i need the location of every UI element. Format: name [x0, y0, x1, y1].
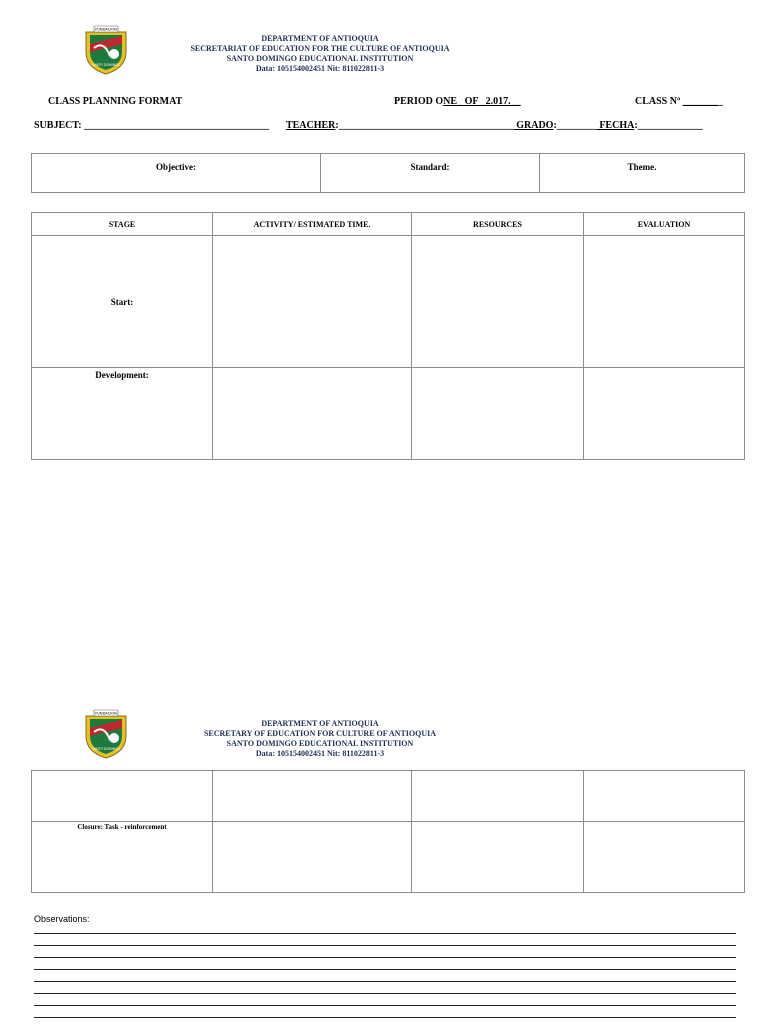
- header-evaluation: EVALUATION: [584, 213, 745, 236]
- table-header-row: [32, 213, 745, 236]
- crest-motto-text: SANTO DOMINGO: [91, 63, 121, 67]
- closure-evaluation-cell[interactable]: [584, 822, 745, 893]
- class-label: CLASS Nº: [635, 96, 681, 107]
- crest-banner-text: FUNDACION: [95, 27, 117, 32]
- header-resources: RESOURCES: [412, 213, 584, 236]
- bottom-institution-header: [160, 719, 480, 759]
- start-stage-cell: [32, 236, 213, 368]
- teacher-label: TEACHER: [285, 120, 336, 131]
- start-label: Start:: [110, 296, 134, 307]
- header2-line-2: SECRETARY OF EDUCATION FOR CULTURE OF ANTIOQUIA: [203, 729, 437, 738]
- class-number-field[interactable]: [635, 96, 723, 107]
- development-evaluation-cell[interactable]: [584, 368, 745, 460]
- closure-label: Closure: Task - reinforcement: [77, 823, 167, 831]
- observation-line-1[interactable]: [34, 933, 736, 934]
- observation-line-2[interactable]: [34, 945, 736, 946]
- header-activity: ACTIVITY/ ESTIMATED TIME.: [213, 213, 412, 236]
- header2-line-3: SANTO DOMINGO EDUCATIONAL INSTITUTION: [226, 739, 414, 748]
- closure-row: [32, 822, 745, 893]
- continuation-row: [32, 771, 745, 822]
- observation-line-3[interactable]: [34, 957, 736, 958]
- observation-line-4[interactable]: [34, 969, 736, 970]
- grado-field[interactable]: :________: [553, 120, 597, 131]
- continuation-stage-cell[interactable]: [32, 771, 213, 822]
- start-resources-cell[interactable]: [412, 236, 584, 368]
- observation-line-6[interactable]: [34, 993, 736, 994]
- continuation-resources-cell[interactable]: [412, 771, 584, 822]
- fecha-label: FECHA: [596, 120, 635, 131]
- development-resources-cell[interactable]: [412, 368, 584, 460]
- period-field[interactable]: [394, 96, 521, 107]
- class-value: _______: [682, 96, 718, 107]
- subject-field[interactable]: _____________________________________: [84, 120, 272, 131]
- closure-stage-cell: [32, 822, 213, 893]
- observations-label: Observations:: [34, 914, 90, 924]
- header-line-3: SANTO DOMINGO EDUCATIONAL INSTITUTION: [226, 54, 414, 63]
- school-crest-icon-page2: [80, 706, 132, 760]
- class-stages-table: [31, 212, 745, 460]
- period-value: NE_ OF _2.017.__: [443, 96, 521, 107]
- development-label: Development:: [95, 370, 149, 380]
- standard-cell[interactable]: [321, 154, 540, 193]
- objective-standard-theme-table: [31, 153, 745, 193]
- closure-activity-cell[interactable]: [213, 822, 412, 893]
- crest-motto-text-page2: SANTO DOMINGO: [91, 747, 121, 751]
- header2-line-4: Data: 105154002451 Nit: 811022811-3: [255, 749, 385, 758]
- header-line-2: SECRETARIAT OF EDUCATION FOR THE CULTURE OF ANTIOQUIA: [190, 44, 450, 53]
- teacher-field[interactable]: :___________________________________: [335, 120, 514, 131]
- closure-resources-cell[interactable]: [412, 822, 584, 893]
- standard-label: Standard:: [410, 162, 450, 172]
- class-tail: _: [717, 96, 723, 107]
- school-crest-icon: [80, 22, 132, 76]
- observation-line-7[interactable]: [34, 1005, 736, 1006]
- start-evaluation-cell[interactable]: [584, 236, 745, 368]
- objective-cell[interactable]: [32, 154, 321, 193]
- subject-teacher-row: [34, 120, 703, 131]
- header-stage: STAGE: [32, 213, 213, 236]
- theme-label: Theme.: [627, 162, 657, 172]
- fecha-field[interactable]: :_____________: [634, 120, 703, 131]
- grado-label: GRADO: [513, 120, 554, 131]
- closure-table: [31, 770, 745, 893]
- objective-label: Objective:: [156, 162, 196, 172]
- form-title: CLASS PLANNING FORMAT: [48, 96, 183, 107]
- development-stage-cell: [32, 368, 213, 460]
- theme-cell[interactable]: [540, 154, 745, 193]
- start-row: [32, 236, 745, 368]
- continuation-evaluation-cell[interactable]: [584, 771, 745, 822]
- observation-line-5[interactable]: [34, 981, 736, 982]
- header2-line-1: DEPARTMENT OF ANTIOQUIA: [261, 719, 379, 728]
- start-activity-cell[interactable]: [213, 236, 412, 368]
- development-activity-cell[interactable]: [213, 368, 412, 460]
- period-label: PERIOD O: [394, 96, 444, 107]
- continuation-activity-cell[interactable]: [213, 771, 412, 822]
- top-institution-header: [160, 34, 480, 74]
- header-line-1: DEPARTMENT OF ANTIOQUIA: [261, 34, 379, 43]
- crest-banner-text-page2: FUNDACION: [95, 711, 117, 716]
- observation-line-8[interactable]: [34, 1017, 736, 1018]
- subject-label: SUBJECT:: [34, 120, 85, 131]
- header-line-4: Data: 105154002451 Nit: 811022811-3: [255, 64, 385, 73]
- development-row: [32, 368, 745, 460]
